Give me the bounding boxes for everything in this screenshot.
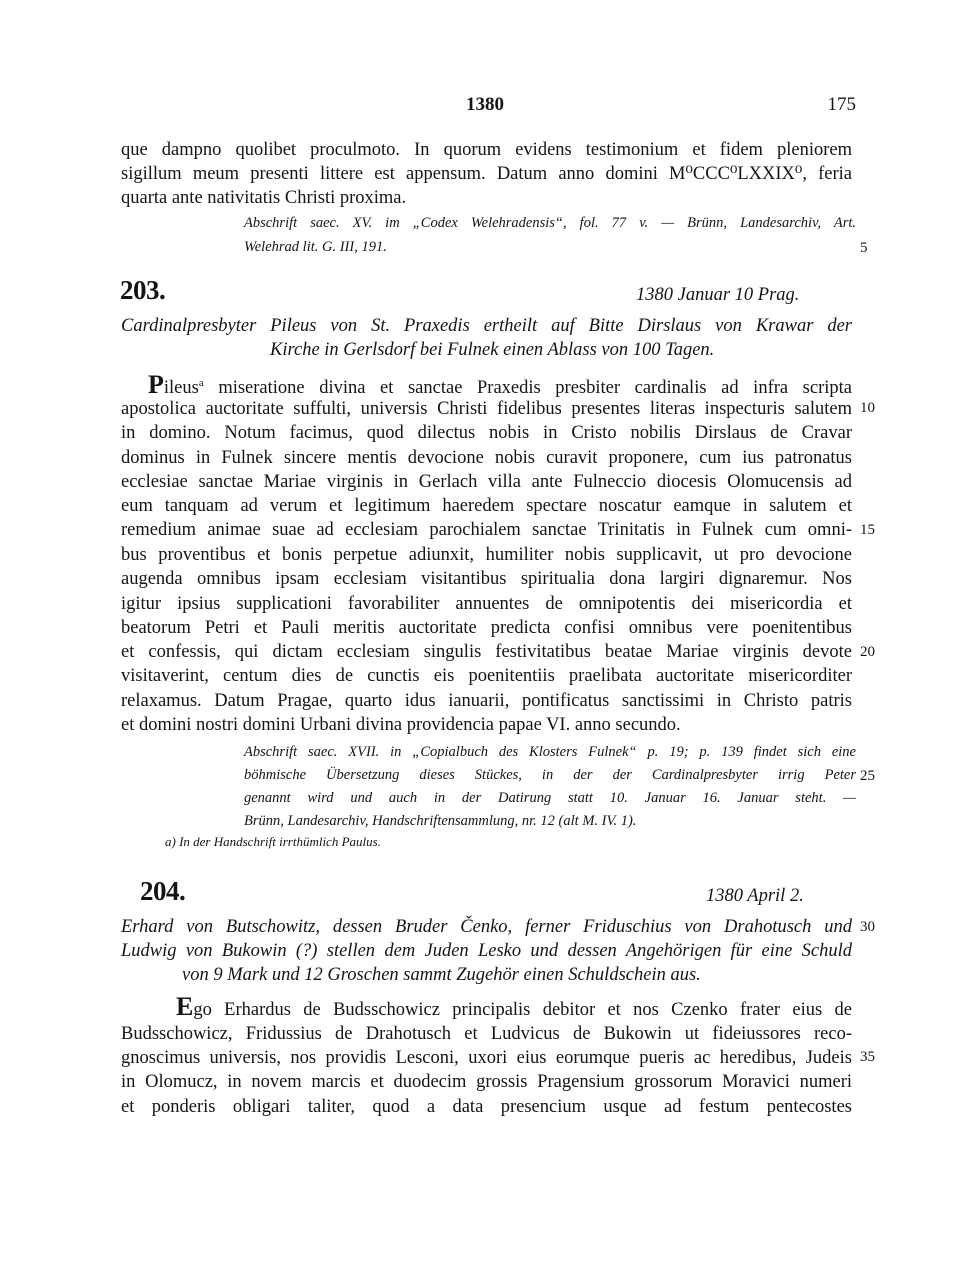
source-note-line: Welehrad lit. G. III, 191.	[244, 239, 387, 255]
text-line: relaxamus. Datum Pragae, quarto idus ianuarii, pontificatus sanctissimi in Christo patris	[121, 691, 852, 711]
text-line: quarta ante nativitatis Christi proxima.	[121, 188, 407, 208]
text-line: remedium animae suae ad ecclesiam parochialem sanctae Trinitatis in Fulnek cum omni-	[121, 520, 852, 540]
source-note-line: genannt wird und auch in der Datirung statt 10. Januar 16. Januar steht. —	[244, 790, 856, 806]
first-line-tail: miseratione divina et sanctae Praxedis presbiter cardinalis ad infra scripta	[203, 378, 852, 399]
text-line-first	[148, 371, 852, 400]
text-line: bus proventibus et bonis perpetue adiunxit, humiliter nobis supplicavit, ut pro devocione	[121, 545, 852, 565]
text-line: et ponderis obligari taliter, quod a data presencium usque ad festum pentecostes	[121, 1097, 852, 1117]
line-number: 10	[860, 400, 875, 416]
text-line: et domini nostri domini Urbani divina providencia papae VI. anno secundo.	[121, 715, 681, 735]
regest-line: Ludwig von Bukowin (?) stellen dem Juden Lesko und dessen Angehörigen für eine Schuld	[121, 941, 852, 961]
text-line: ecclesiae sanctae Mariae virginis in Gerlach villa ante Fulneccio diocesis Olomucensis ad	[121, 472, 852, 492]
regest-line: Erhard von Butschowitz, dessen Bruder Čenko, ferner Friduschius von Drahotusch und	[121, 917, 852, 937]
text-line: in Olomucz, in novem marcis et duodecim grossis Pragensium grossorum Moravici numeri	[121, 1072, 852, 1092]
footnote-mark: a	[198, 377, 204, 389]
line-number: 15	[860, 522, 875, 538]
document-number: 203.	[120, 275, 166, 305]
text-line-first	[176, 992, 852, 1022]
text-line: Budsschowicz, Fridussius de Drahotusch et Ludvicus de Bukowin ut fideiussores reco-	[121, 1024, 852, 1044]
document-date: 1380 April 2.	[706, 886, 804, 906]
text-line: augenda omnibus ipsam ecclesiam visitantibus spiritualia dona largiri dignaremur. Nos	[121, 569, 852, 589]
text-line: in domino. Notum facimus, quod dilectus nobis in Cristo nobilis Dirslaus de Cravar	[121, 423, 852, 443]
line-number: 35	[860, 1049, 875, 1065]
line-number: 30	[860, 919, 875, 935]
text-line: beatorum Petri et Pauli meritis auctoritate predicta confisi omnibus vere poenitentibus	[121, 618, 852, 638]
text-line: et confessis, qui dictam ecclesiam singulis festivitatibus beatae Mariae virginis devote	[121, 642, 852, 662]
page-number: 175	[827, 94, 856, 115]
initial-letter: P	[148, 370, 164, 400]
regest-line: Cardinalpresbyter Pileus von St. Praxedis ertheilt auf Bitte Dirslaus von Krawar der	[121, 316, 852, 336]
initial-letter: E	[176, 992, 194, 1021]
text-line: eum tanquam ad verum et legitimum haeredem spectare noscatur eamque in salutem et	[121, 496, 852, 516]
document-date: 1380 Januar 10 Prag.	[636, 285, 800, 305]
regest-line: von 9 Mark und 12 Groschen sammt Zugehör einen Schuldschein aus.	[182, 965, 701, 985]
source-note-line: böhmische Übersetzung dieses Stückes, in der der Cardinalpresbyter irrig Peter	[244, 767, 856, 783]
text-line: sigillum meum presenti littere est appensum. Datum anno domini M⁰CCC⁰LXXIX⁰, feria	[121, 164, 852, 184]
footnote: a) In der Handschrift irrthümlich Paulus.	[165, 834, 381, 849]
text-line: visitaverint, centum dies de cunctis eis poenitentiis praelibata auctoritate misericorditer	[121, 666, 852, 686]
text-line: igitur ipsius supplicationi favorabiliter annuentes de omnipotentis dei misericordia et	[121, 594, 852, 614]
source-note-line: Brünn, Landesarchiv, Handschriftensammlung, nr. 12 (alt M. IV. 1).	[244, 813, 637, 829]
first-word-rest: ileus	[163, 378, 199, 399]
text-line: dominus in Fulnek sincere mentis devocione nobis curavit proponere, cum ius patronatus	[121, 448, 852, 468]
text-line: apostolica auctoritate suffulti, universis Christi fidelibus presentes literas inspecturis salutem	[121, 399, 852, 419]
first-line-rest: go Erhardus de Budsschowicz principalis debitor et nos Czenko frater eius de	[193, 1000, 852, 1020]
line-number: 20	[860, 644, 875, 660]
running-head-year: 1380	[466, 94, 504, 115]
source-note-line: Abschrift saec. XV. im „Codex Welehradensis“, fol. 77 v. — Brünn, Landesarchiv, Art.	[244, 215, 856, 231]
text-line: que dampno quolibet proculmoto. In quorum evidens testimonium et fidem pleniorem	[121, 140, 852, 160]
line-number: 5	[860, 240, 868, 256]
line-number: 25	[860, 768, 875, 784]
source-note-line: Abschrift saec. XVII. in „Copialbuch des Klosters Fulnek“ p. 19; p. 139 findet sich eine	[244, 744, 856, 760]
document-number: 204.	[140, 876, 186, 906]
text-line: gnoscimus universis, nos providis Lesconi, uxori eius eorumque pueris ac heredibus, Judeis	[121, 1048, 852, 1068]
regest-line: Kirche in Gerlsdorf bei Fulnek einen Ablass von 100 Tagen.	[270, 340, 715, 360]
